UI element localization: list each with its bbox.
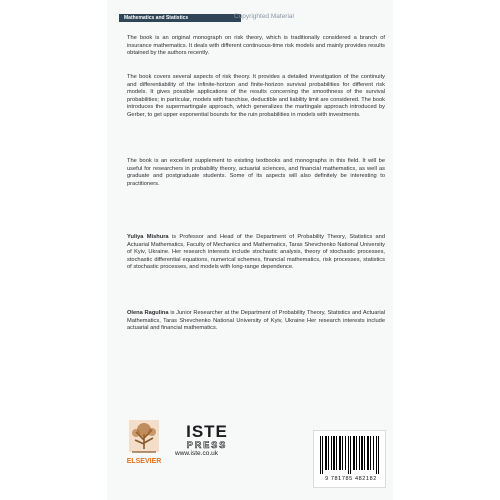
blurb-paragraph-3: The book is an excellent supplement to existing textbooks and monographs in this field. It will be useful for researchers in probability theory, actuarial sciences, and financial mathematics, as well as graduate and postgraduate students. Some of its aspects will also definitely be interesting to practitioners. — [127, 158, 385, 187]
copyright-notice: Copyrighted Material — [234, 13, 294, 20]
author-bio-2 — [127, 310, 385, 333]
iste-press-word: PRESS — [186, 440, 228, 450]
iste-press-logo — [172, 421, 242, 451]
elsevier-logo — [124, 418, 164, 468]
isbn-barcode — [313, 430, 386, 488]
series-banner: Mathematics and Statistics — [119, 14, 241, 22]
barcode-bars — [318, 436, 382, 474]
iste-website: www.iste.co.uk — [175, 450, 218, 457]
elsevier-wordmark: ELSEVIER — [126, 458, 162, 465]
author-name: Olena Ragulina — [127, 310, 169, 316]
author-bio-text: is Junior Researcher at the Department of Probability Theory, Statistics and Actuarial Mathematics, Taras Shevchenko National University of Kyiv, Ukraine Her research interests include actuarial and financial mathematics. — [127, 310, 386, 332]
blurb-paragraph-1: The book is an original monograph on risk theory, which is traditionally considered a branch of insurance mathematics. It deals with different continuous-time risk models and mainly provides results obtained by the authors recently. — [127, 35, 385, 57]
isbn-digits: 9 781785 482182 — [325, 476, 377, 482]
author-bio-1 — [127, 234, 385, 272]
author-name: Yuliya Mishura — [127, 234, 169, 240]
author-bio-text: is Professor and Head of the Department of Probability Theory, Statistics and Actuarial Mathematics, Faculty of Mechanics and Mathematics, Taras Shevchenko National University of Kyiv, Ukraine. Her research interests include stochastic analysis, theory of stochastic processes, stochastic differential equations, numerical schemes, financial mathematics, risk processes, statistics of stochastic processes, and models with long-range dependence. — [127, 234, 385, 271]
iste-wordmark: ISTE — [186, 422, 228, 441]
blurb-paragraph-2: The book covers several aspects of risk theory. It provides a detailed investigation of the continuity and differentiability of the infinite-horizon and finite-horizon survival probabilities for different risk models. It gives possible applications of the results concerning the smoothness of the survival probabilities; in particular, models with franchise, deductible and liability limit are considered. The book introduces the supermartingale approach, which generalizes the martingale approach introduced by Gerber, to get upper exponential bounds for the ruin probabilities in models with investments. — [127, 74, 385, 118]
